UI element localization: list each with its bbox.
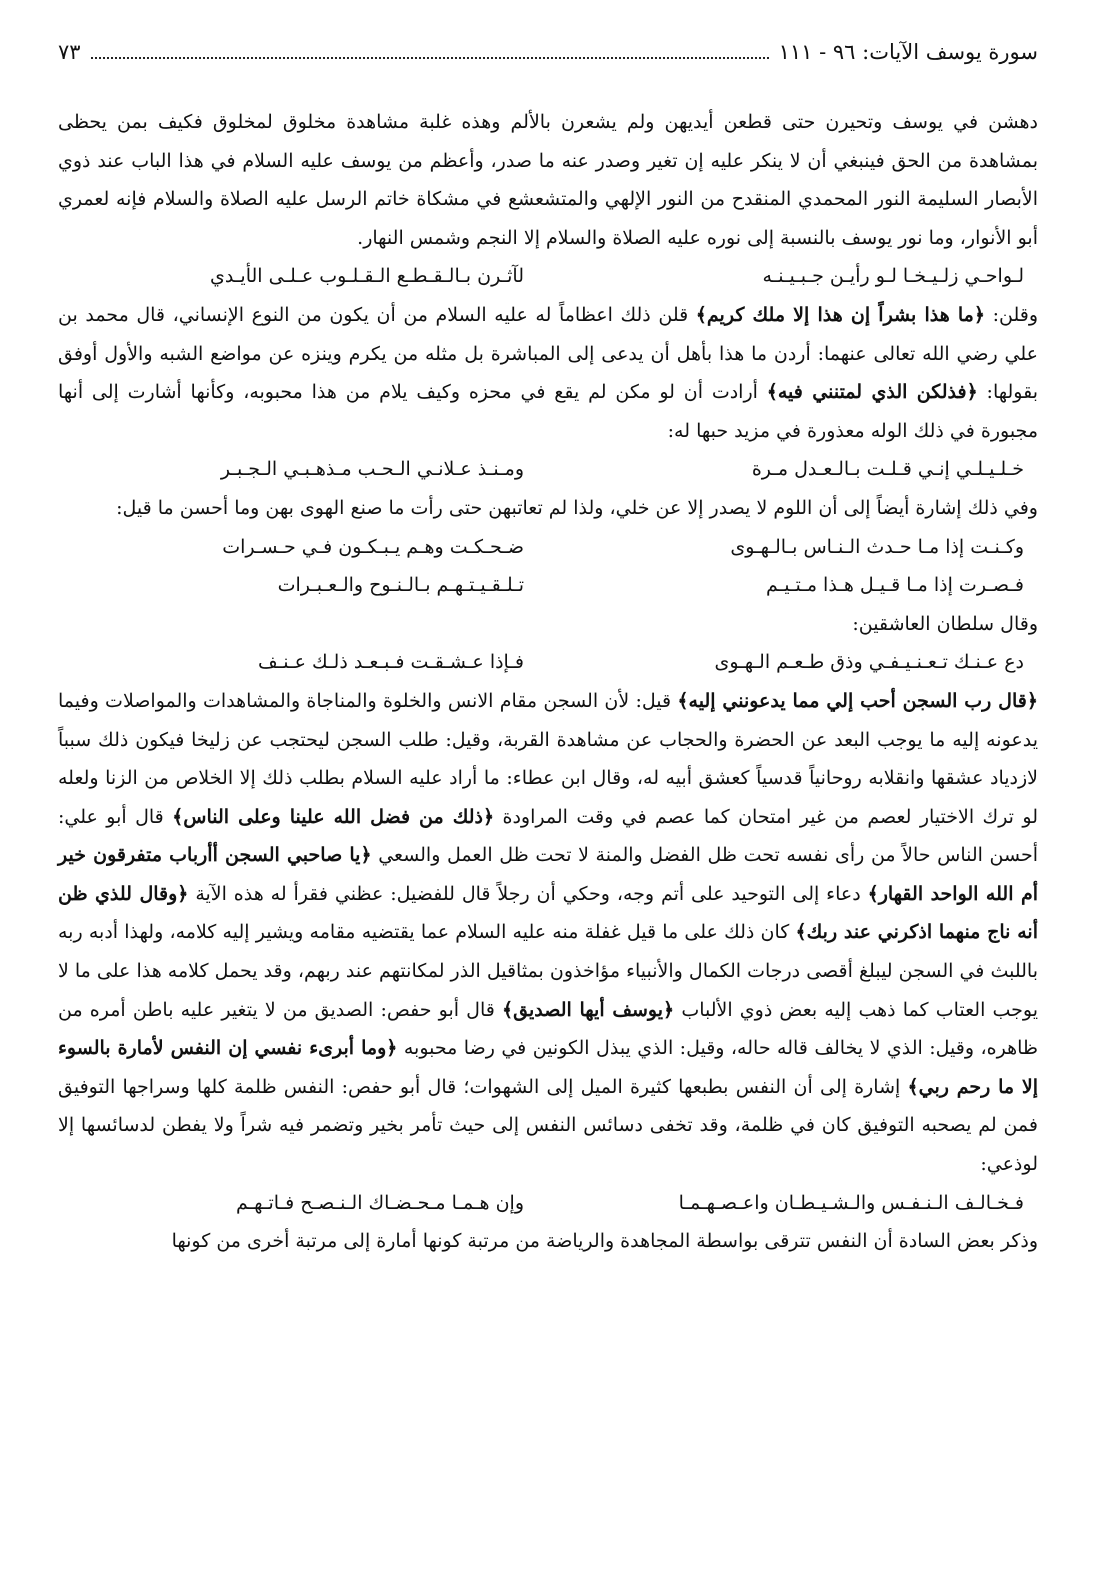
quran-quote: ﴿ذلك من فضل الله علينا وعلى الناس﴾ xyxy=(172,805,495,828)
verse-second-hemistich: لآثـرن بـالـقـطـع الـقـلـوب عـلـى الأيـدي xyxy=(210,265,524,288)
verse-line xyxy=(58,566,1038,605)
quran-quote: ﴿ما هذا بشراً إن هذا إلا ملك كريم﴾ xyxy=(695,303,985,326)
verse-line xyxy=(58,643,1038,682)
paragraph xyxy=(58,1222,1038,1261)
verse-line xyxy=(58,1184,1038,1223)
quran-quote: ﴿فذلكن الذي لمتنني فيه﴾ xyxy=(766,381,978,404)
paragraph-text: دهشن في يوسف وتحيرن حتى قطعن أيديهن ولم يشعرن بالألم وهذه غلبة مشاهدة مخلوق لمخلوق فكيف بمن يحظى بمشاهدة من الحق فينبغي أن لا ينكر عليه إن تغير وصدر عنه ما صدر، وأعظم من يوسف عليه السلام في هذا الباب عند ذوي الأبصار السليمة النور المحمدي المنقدح من النور الإلهي والمتشعشع في مشكاة خاتم الرسل عليه الصلاة والسلام فإنه لعمري أبو الأنوار، وما نور يوسف بالنسبة إلى نوره عليه الصلاة والسلام إلا النجم وشمس النهار. xyxy=(58,111,1038,249)
paragraph-text: قيل: لأن السجن مقام الانس والخلوة والمناجاة والمشاهدات والمواصلات وفيما يدعونه إليه ما يوجب البعد عن الحضرة والحجاب عن مشاهدة القربة، وقيل: طلب السجن ليحتجب عن زليخا فيكون ذلك سبباً لازدياد عشقها وانقلابه روحانياً قدسياً كعشق أبيه له، وقال ابن عطاء: ما أراد عليه السلام بطلب ذلك إلا الخلاص من الزنا ولعله لو ترك الاختيار لعصم من غير امتحان كما عصم في وقت المراودة xyxy=(58,689,1038,828)
paragraph-text: أرادت أن لو مكن لم يقع في محزه وكيف يلام من هذا محبوبه، وكأنها أشارت إلى أنها مجبورة في ذلك الوله معذورة في مزيد حبها له: xyxy=(58,381,1038,442)
paragraph xyxy=(58,296,1038,450)
verse-first-hemistich: لـواحـي زلـيـخـا لـو رأيـن جـبـيـنـه xyxy=(762,265,1024,288)
verse-first-hemistich: فـصـرت إذا مـا قـيـل هـذا مـتـيـم xyxy=(766,574,1024,597)
page-body xyxy=(58,103,1038,1261)
paragraph-text: كان ذلك على ما قيل غفلة منه عليه السلام عما يقتضيه مقامه ويشير إليه كلامه، ولهذا أدبه ربه باللبث في السجن ليبلغ أقصى درجات الكمال والأنبياء مؤاخذون بمثاقيل الذر لمكانتهم عند ربهم، وقد يحمل كلامه هذا على ما لا يوجب العتاب كما ذهب إليه بعض ذوي الألباب xyxy=(58,921,1038,1021)
verse-line xyxy=(58,257,1038,296)
verse-line xyxy=(58,528,1038,567)
verse-first-hemistich: فـخـالـف الـنـفـس والـشـيـطـان واعـصـهـمـا xyxy=(678,1191,1024,1214)
paragraph-text: قلن ذلك اعظاماً له عليه السلام من أن يكون من النوع الإنساني، قال محمد بن علي رضي الله تعالى عنهما: أردن ما هذا بأهل أن يدعى إلى المباشرة بل مثله من يكرم وينزه عن مواضع الشبه والأول أوفق بقولها: xyxy=(58,303,1039,404)
verse-second-hemistich: تـلـقـيـتـهـم بـالـنـوح والـعـبـرات xyxy=(277,574,524,597)
paragraph xyxy=(58,489,1038,528)
verse-first-hemistich: وكـنـت إذا مـا حـدث الـنـاس بـالـهـوى xyxy=(730,535,1024,558)
verse-second-hemistich: فـإذا عـشـقـت فـبـعـد ذلـك عـنـف xyxy=(258,651,524,674)
quran-quote: ﴿يا صاحبي السجن أأرباب متفرقون خير أم الله الواحد القهار﴾ xyxy=(58,844,1038,905)
paragraph-text: قال أبو حفص: الصديق من لا يتغير عليه باطن أمره من ظاهره، وقيل: الذي لا يخالف قاله حاله، وقيل: الذي يبذل الكونين في رضا محبوبه xyxy=(58,998,1038,1060)
verse-first-hemistich: دع عـنـك تـعـنـيـفـي وذق طـعـم الـهـوى xyxy=(714,651,1024,674)
page-number: ٧٣ xyxy=(58,40,81,64)
paragraph-text: وقلن: xyxy=(985,303,1039,326)
paragraph xyxy=(58,605,1038,644)
quran-quote: ﴿وما أبرىء نفسي إن النفس لأمارة بالسوء إلا ما رحم ربي﴾ xyxy=(58,1037,1038,1098)
verse-second-hemistich: ومـنـذ عـلانـي الـحـب مـذهـبـي الـجـبـر xyxy=(220,458,524,481)
quran-quote: ﴿قال رب السجن أحب إلي مما يدعونني إليه﴾ xyxy=(677,689,1038,712)
paragraph-text: إشارة إلى أن النفس بطبعها كثيرة الميل إلى الشهوات؛ قال أبو حفص: النفس ظلمة كلها وسراجها التوفيق فمن لم يصحبه التوفيق كان في ظلمة، وقد تخفى دسائس النفس إلى حيث تأمر بخير وتضمر فيه شراً ولا يفطن لدسائسها إلا لوذعي: xyxy=(58,1075,1038,1176)
quran-quote: ﴿وقال للذي ظن أنه ناج منهما اذكرني عند ربك﴾ xyxy=(58,882,1038,944)
verse-line xyxy=(58,450,1038,489)
paragraph-text: دعاء إلى التوحيد على أتم وجه، وحكي أن رجلاً قال للفضيل: عظني فقرأ له هذه الآية xyxy=(188,882,868,905)
paragraph-text: وفي ذلك إشارة أيضاً إلى أن اللوم لا يصدر إلا عن خلي، ولذا لم تعاتبهن حتى رأت ما صنع الهوى بهن وما أحسن ما قيل: xyxy=(116,496,1038,519)
running-header xyxy=(58,40,1038,81)
verse-first-hemistich: خـلـيـلـي إنـي قـلـت بـالـعـدل مـرة xyxy=(751,458,1024,481)
verse-second-hemistich: وإن هـمـا مـحـضـاك الـنـصـح فـاتـهـم xyxy=(235,1191,524,1214)
quran-quote: ﴿يوسف أيها الصديق﴾ xyxy=(502,998,675,1021)
paragraph-text: قال أبو علي: أحسن الناس حالاً من رأى نفسه تحت ظل الفضل والمنة لا تحت ظل العمل والسعي xyxy=(58,805,1038,867)
dot-leader xyxy=(91,57,769,59)
paragraph-text: وذكر بعض السادة أن النفس تترقى بواسطة المجاهدة والرياضة من مرتبة كونها أمارة إلى مرتبة أخرى من كونها xyxy=(171,1230,1038,1253)
paragraph xyxy=(58,682,1038,1184)
paragraph-text: وقال سلطان العاشقين: xyxy=(852,612,1038,635)
paragraph xyxy=(58,103,1038,257)
chapter-title: سورة يوسف الآيات: ٩٦ - ١١١ xyxy=(778,40,1038,64)
verse-second-hemistich: ضـحـكـت وهـم يـبـكـون فـي حـسـرات xyxy=(222,535,524,558)
page xyxy=(58,40,1038,1261)
